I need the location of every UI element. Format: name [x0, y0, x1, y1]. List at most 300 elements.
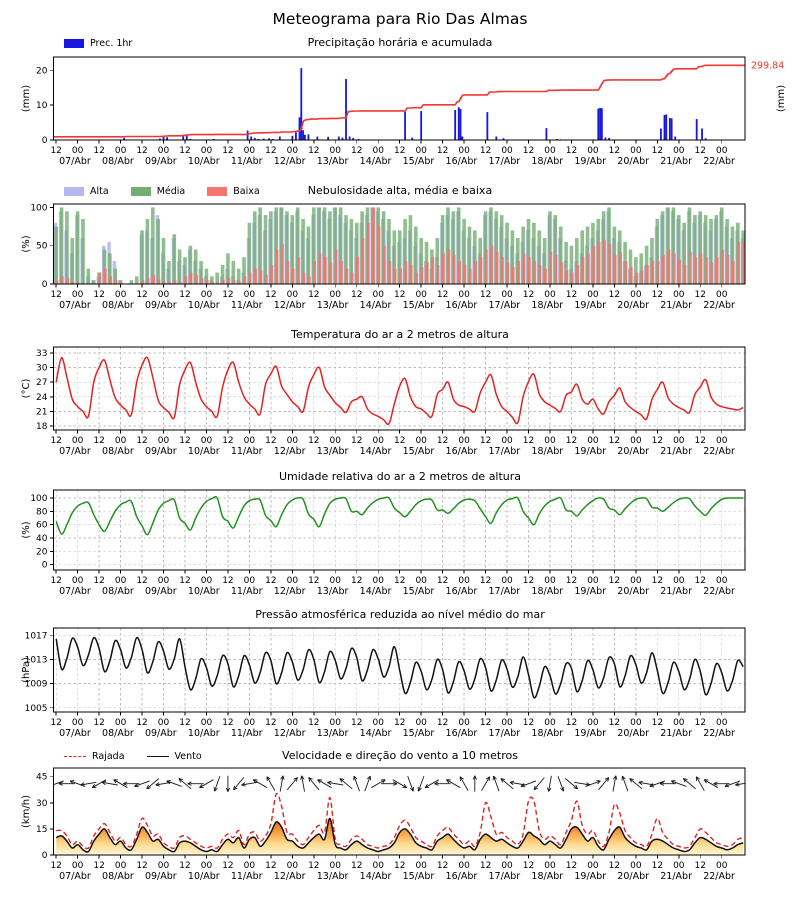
- svg-text:12: 12: [351, 290, 363, 300]
- svg-text:10: 10: [36, 101, 48, 112]
- svg-text:00: 00: [243, 576, 256, 586]
- svg-text:12: 12: [50, 576, 62, 586]
- svg-text:00: 00: [372, 290, 384, 300]
- svg-text:00: 00: [200, 436, 213, 446]
- svg-text:00: 00: [200, 146, 213, 156]
- svg-text:14/Abr: 14/Abr: [359, 586, 392, 597]
- svg-text:00: 00: [587, 718, 599, 728]
- svg-text:08/Abr: 08/Abr: [102, 300, 134, 311]
- svg-text:12: 12: [565, 576, 578, 586]
- svg-text:299.84: 299.84: [751, 60, 785, 72]
- svg-text:12: 12: [136, 576, 148, 586]
- svg-text:00: 00: [587, 861, 599, 871]
- series-prec-1hr: [123, 68, 706, 140]
- svg-text:10/Abr: 10/Abr: [187, 156, 220, 167]
- svg-text:12: 12: [651, 436, 664, 446]
- clouds-series: [54, 207, 746, 284]
- svg-text:00: 00: [544, 861, 556, 871]
- svg-text:19/Abr: 19/Abr: [574, 871, 607, 882]
- svg-text:12: 12: [393, 290, 406, 300]
- pressure-chart: [21, 628, 745, 739]
- svg-text:07/Abr: 07/Abr: [59, 300, 91, 311]
- svg-text:19/Abr: 19/Abr: [574, 586, 607, 597]
- svg-text:16/Abr: 16/Abr: [445, 586, 478, 597]
- svg-text:12: 12: [222, 146, 234, 156]
- svg-text:0: 0: [41, 560, 48, 571]
- svg-text:17/Abr: 17/Abr: [488, 156, 521, 167]
- svg-text:00: 00: [415, 576, 427, 586]
- svg-text:00: 00: [458, 146, 470, 156]
- humidity-chart: [21, 490, 745, 597]
- svg-text:00: 00: [501, 861, 513, 871]
- series-accumulated: [54, 65, 746, 137]
- svg-text:12: 12: [565, 861, 578, 871]
- svg-text:1009: 1009: [24, 679, 48, 690]
- svg-text:00: 00: [286, 718, 299, 728]
- svg-text:1005: 1005: [24, 703, 48, 714]
- svg-text:12: 12: [136, 290, 148, 300]
- svg-text:40: 40: [36, 534, 48, 544]
- svg-text:12: 12: [694, 146, 706, 156]
- svg-text:00: 00: [544, 146, 556, 156]
- svg-text:22/Abr: 22/Abr: [703, 728, 735, 739]
- svg-text:11/Abr: 11/Abr: [230, 871, 263, 882]
- svg-text:12: 12: [136, 718, 148, 728]
- svg-text:00: 00: [372, 718, 384, 728]
- svg-text:30: 30: [36, 798, 48, 809]
- svg-text:00: 00: [114, 436, 127, 446]
- svg-text:15/Abr: 15/Abr: [402, 728, 435, 739]
- svg-text:00: 00: [286, 576, 299, 586]
- svg-text:12: 12: [436, 861, 449, 871]
- svg-text:00: 00: [501, 146, 513, 156]
- svg-text:12: 12: [436, 576, 449, 586]
- svg-text:12: 12: [479, 576, 492, 586]
- svg-text:12/Abr: 12/Abr: [273, 586, 306, 597]
- svg-text:10/Abr: 10/Abr: [187, 728, 220, 739]
- alta-label: Alta: [90, 186, 109, 197]
- svg-text:00: 00: [71, 718, 84, 728]
- svg-text:12: 12: [651, 861, 664, 871]
- svg-text:17/Abr: 17/Abr: [488, 586, 521, 597]
- svg-text:12/Abr: 12/Abr: [273, 156, 306, 167]
- rajada-label: Rajada: [92, 751, 125, 762]
- svg-text:00: 00: [458, 436, 470, 446]
- svg-text:00: 00: [286, 146, 299, 156]
- svg-text:15/Abr: 15/Abr: [402, 300, 435, 311]
- svg-text:00: 00: [329, 576, 342, 586]
- svg-text:11/Abr: 11/Abr: [230, 300, 263, 311]
- svg-text:12/Abr: 12/Abr: [273, 728, 306, 739]
- svg-text:12: 12: [50, 290, 62, 300]
- svg-text:13/Abr: 13/Abr: [316, 156, 349, 167]
- svg-text:17/Abr: 17/Abr: [488, 300, 521, 311]
- svg-text:14/Abr: 14/Abr: [359, 156, 392, 167]
- svg-text:12: 12: [479, 861, 492, 871]
- svg-text:12: 12: [222, 861, 234, 871]
- svg-text:100: 100: [30, 203, 48, 214]
- svg-text:12: 12: [265, 290, 277, 300]
- svg-text:12: 12: [608, 290, 621, 300]
- svg-text:12: 12: [351, 146, 363, 156]
- svg-text:12: 12: [136, 146, 148, 156]
- svg-text:(mm): (mm): [21, 84, 32, 113]
- svg-text:00: 00: [243, 290, 256, 300]
- svg-text:12: 12: [522, 718, 535, 728]
- precip-axes: [21, 66, 735, 167]
- svg-text:00: 00: [544, 576, 556, 586]
- svg-text:22/Abr: 22/Abr: [703, 446, 735, 457]
- svg-text:60: 60: [36, 520, 48, 531]
- svg-text:07/Abr: 07/Abr: [59, 871, 91, 882]
- svg-text:12: 12: [479, 146, 492, 156]
- svg-text:21/Abr: 21/Abr: [660, 871, 692, 882]
- svg-text:20/Abr: 20/Abr: [617, 300, 650, 311]
- svg-text:12: 12: [308, 436, 320, 446]
- vento-label: Vento: [174, 751, 202, 762]
- svg-text:12: 12: [308, 290, 320, 300]
- svg-text:00: 00: [716, 576, 728, 586]
- svg-text:12: 12: [50, 718, 62, 728]
- svg-text:12: 12: [479, 436, 492, 446]
- svg-text:12: 12: [608, 436, 621, 446]
- svg-text:18/Abr: 18/Abr: [531, 300, 564, 311]
- svg-text:00: 00: [501, 718, 513, 728]
- svg-text:12: 12: [608, 861, 621, 871]
- svg-text:(%): (%): [21, 521, 32, 539]
- svg-text:12: 12: [651, 290, 664, 300]
- svg-text:00: 00: [630, 576, 642, 586]
- svg-text:00: 00: [200, 718, 213, 728]
- svg-text:00: 00: [372, 576, 384, 586]
- svg-text:11/Abr: 11/Abr: [230, 586, 263, 597]
- svg-text:15/Abr: 15/Abr: [402, 586, 435, 597]
- svg-text:00: 00: [200, 576, 213, 586]
- svg-text:16/Abr: 16/Abr: [445, 300, 478, 311]
- svg-text:00: 00: [630, 290, 642, 300]
- svg-text:00: 00: [329, 290, 342, 300]
- svg-text:14/Abr: 14/Abr: [359, 446, 392, 457]
- svg-text:12: 12: [694, 718, 706, 728]
- svg-text:09/Abr: 09/Abr: [144, 728, 177, 739]
- svg-text:22/Abr: 22/Abr: [703, 586, 735, 597]
- svg-text:13/Abr: 13/Abr: [316, 728, 349, 739]
- svg-text:09/Abr: 09/Abr: [144, 156, 177, 167]
- svg-text:12: 12: [222, 290, 234, 300]
- svg-text:12: 12: [265, 146, 277, 156]
- svg-text:12: 12: [179, 146, 191, 156]
- humidity-gridlines: [54, 490, 746, 570]
- svg-text:12: 12: [93, 861, 105, 871]
- svg-text:00: 00: [716, 146, 728, 156]
- clouds-title: Nebulosidade alta, média e baixa: [307, 184, 493, 197]
- svg-text:12: 12: [694, 861, 706, 871]
- precip-right-axis: [751, 60, 787, 112]
- svg-text:12: 12: [694, 290, 706, 300]
- svg-text:(km/h): (km/h): [21, 794, 32, 829]
- svg-text:00: 00: [157, 146, 170, 156]
- svg-text:09/Abr: 09/Abr: [144, 300, 177, 311]
- svg-text:00: 00: [587, 436, 599, 446]
- wind-direction-arrows: [49, 776, 751, 792]
- svg-text:00: 00: [630, 146, 642, 156]
- svg-text:0: 0: [41, 280, 48, 290]
- svg-text:12: 12: [265, 576, 277, 586]
- temperature-title: Temperatura do ar a 2 metros de altura: [291, 328, 509, 341]
- svg-text:08/Abr: 08/Abr: [102, 871, 134, 882]
- svg-text:12: 12: [136, 861, 148, 871]
- svg-text:20/Abr: 20/Abr: [617, 728, 650, 739]
- svg-text:16/Abr: 16/Abr: [445, 446, 478, 457]
- svg-text:1017: 1017: [24, 631, 48, 642]
- svg-text:00: 00: [630, 718, 642, 728]
- svg-text:100: 100: [30, 494, 48, 504]
- svg-text:18/Abr: 18/Abr: [531, 586, 564, 597]
- svg-text:00: 00: [587, 576, 599, 586]
- svg-text:00: 00: [716, 718, 728, 728]
- svg-text:12: 12: [694, 436, 706, 446]
- svg-text:12: 12: [93, 290, 105, 300]
- svg-text:16/Abr: 16/Abr: [445, 871, 478, 882]
- svg-text:0: 0: [41, 851, 48, 861]
- svg-text:00: 00: [673, 290, 685, 300]
- svg-text:12: 12: [179, 861, 191, 871]
- svg-text:19/Abr: 19/Abr: [574, 446, 607, 457]
- svg-text:09/Abr: 09/Abr: [144, 586, 177, 597]
- svg-text:12/Abr: 12/Abr: [273, 300, 306, 311]
- svg-text:15: 15: [36, 824, 48, 835]
- svg-text:00: 00: [157, 718, 170, 728]
- svg-text:13/Abr: 13/Abr: [316, 300, 349, 311]
- svg-text:08/Abr: 08/Abr: [102, 586, 134, 597]
- svg-text:00: 00: [673, 146, 685, 156]
- svg-text:00: 00: [673, 861, 685, 871]
- svg-text:12: 12: [351, 576, 363, 586]
- svg-text:20: 20: [36, 547, 48, 558]
- svg-text:21/Abr: 21/Abr: [660, 728, 692, 739]
- svg-text:00: 00: [243, 436, 256, 446]
- svg-text:00: 00: [415, 146, 427, 156]
- svg-text:10/Abr: 10/Abr: [187, 446, 220, 457]
- svg-text:12: 12: [436, 718, 449, 728]
- svg-text:00: 00: [544, 718, 556, 728]
- svg-text:12: 12: [308, 576, 320, 586]
- svg-text:15/Abr: 15/Abr: [402, 156, 435, 167]
- svg-text:20/Abr: 20/Abr: [617, 156, 650, 167]
- svg-text:09/Abr: 09/Abr: [144, 446, 177, 457]
- svg-text:(mm): (mm): [776, 84, 787, 113]
- svg-text:00: 00: [329, 861, 342, 871]
- svg-text:21/Abr: 21/Abr: [660, 300, 692, 311]
- svg-text:(%): (%): [21, 235, 32, 253]
- svg-text:12: 12: [608, 718, 621, 728]
- svg-text:16/Abr: 16/Abr: [445, 728, 478, 739]
- svg-text:12: 12: [93, 146, 105, 156]
- svg-text:12: 12: [651, 576, 664, 586]
- wind-chart: [21, 768, 751, 882]
- svg-text:12: 12: [222, 576, 234, 586]
- svg-text:12: 12: [565, 436, 578, 446]
- svg-text:00: 00: [673, 718, 685, 728]
- svg-text:00: 00: [716, 436, 728, 446]
- svg-text:12: 12: [93, 576, 105, 586]
- svg-text:12: 12: [50, 436, 62, 446]
- svg-text:07/Abr: 07/Abr: [59, 156, 91, 167]
- svg-text:00: 00: [114, 718, 127, 728]
- svg-text:00: 00: [587, 290, 599, 300]
- svg-text:18/Abr: 18/Abr: [531, 871, 564, 882]
- svg-text:00: 00: [71, 146, 84, 156]
- svg-text:20/Abr: 20/Abr: [617, 586, 650, 597]
- svg-text:10/Abr: 10/Abr: [187, 871, 220, 882]
- svg-text:12: 12: [436, 290, 449, 300]
- svg-text:00: 00: [157, 290, 170, 300]
- svg-text:12: 12: [222, 436, 234, 446]
- svg-text:18/Abr: 18/Abr: [531, 156, 564, 167]
- svg-text:12: 12: [308, 146, 320, 156]
- svg-text:12: 12: [222, 718, 234, 728]
- svg-text:12: 12: [179, 718, 191, 728]
- svg-text:12: 12: [93, 718, 105, 728]
- svg-text:00: 00: [157, 436, 170, 446]
- svg-text:12: 12: [694, 576, 706, 586]
- svg-text:12: 12: [522, 436, 535, 446]
- svg-text:19/Abr: 19/Abr: [574, 728, 607, 739]
- svg-text:00: 00: [544, 436, 556, 446]
- svg-text:12: 12: [50, 146, 62, 156]
- svg-text:00: 00: [587, 146, 599, 156]
- svg-text:08/Abr: 08/Abr: [102, 446, 134, 457]
- svg-text:12: 12: [393, 436, 406, 446]
- svg-text:17/Abr: 17/Abr: [488, 728, 521, 739]
- svg-text:12: 12: [479, 290, 492, 300]
- svg-text:12: 12: [179, 436, 191, 446]
- svg-text:19/Abr: 19/Abr: [574, 300, 607, 311]
- precip-chart: [21, 57, 787, 167]
- svg-text:12: 12: [265, 718, 277, 728]
- svg-text:12: 12: [522, 290, 535, 300]
- svg-text:00: 00: [673, 436, 685, 446]
- svg-text:00: 00: [630, 861, 642, 871]
- svg-text:00: 00: [544, 290, 556, 300]
- svg-text:00: 00: [501, 290, 513, 300]
- svg-text:00: 00: [71, 576, 84, 586]
- svg-text:17/Abr: 17/Abr: [488, 446, 521, 457]
- svg-text:12: 12: [436, 146, 449, 156]
- svg-text:19/Abr: 19/Abr: [574, 156, 607, 167]
- svg-text:07/Abr: 07/Abr: [59, 446, 91, 457]
- svg-text:00: 00: [630, 436, 642, 446]
- svg-text:12: 12: [393, 576, 406, 586]
- svg-text:09/Abr: 09/Abr: [144, 871, 177, 882]
- svg-text:07/Abr: 07/Abr: [59, 728, 91, 739]
- svg-text:00: 00: [114, 576, 127, 586]
- pressure-title: Pressão atmosférica reduzida ao nível médio do mar: [255, 608, 545, 621]
- svg-text:00: 00: [329, 436, 342, 446]
- svg-text:18/Abr: 18/Abr: [531, 728, 564, 739]
- precip-title: Precipitação horária e acumulada: [307, 36, 493, 49]
- svg-text:00: 00: [458, 861, 470, 871]
- svg-text:00: 00: [716, 290, 728, 300]
- svg-text:12: 12: [565, 290, 578, 300]
- svg-text:16/Abr: 16/Abr: [445, 156, 478, 167]
- svg-text:27: 27: [36, 378, 48, 389]
- svg-text:12: 12: [179, 576, 191, 586]
- svg-text:20: 20: [36, 66, 48, 77]
- svg-text:12: 12: [608, 576, 621, 586]
- svg-text:21: 21: [36, 407, 48, 418]
- svg-text:18: 18: [36, 422, 48, 433]
- svg-text:17/Abr: 17/Abr: [488, 871, 521, 882]
- svg-text:24: 24: [36, 392, 48, 403]
- temperature-chart: [21, 347, 745, 457]
- svg-text:12: 12: [565, 146, 578, 156]
- svg-text:12: 12: [93, 436, 105, 446]
- svg-text:00: 00: [71, 436, 84, 446]
- svg-text:00: 00: [243, 718, 256, 728]
- svg-text:33: 33: [36, 348, 48, 359]
- svg-text:12: 12: [393, 718, 406, 728]
- svg-text:14/Abr: 14/Abr: [359, 728, 392, 739]
- svg-text:00: 00: [114, 861, 127, 871]
- prec1hr-label: Prec. 1hr: [90, 38, 133, 49]
- svg-text:18/Abr: 18/Abr: [531, 446, 564, 457]
- svg-text:(hPa): (hPa): [21, 657, 32, 683]
- svg-text:07/Abr: 07/Abr: [59, 586, 91, 597]
- svg-text:12: 12: [436, 436, 449, 446]
- svg-text:12: 12: [565, 718, 578, 728]
- svg-text:00: 00: [372, 146, 384, 156]
- clouds-chart: [21, 203, 745, 311]
- svg-text:00: 00: [286, 861, 299, 871]
- svg-text:13/Abr: 13/Abr: [316, 586, 349, 597]
- svg-text:08/Abr: 08/Abr: [102, 728, 134, 739]
- svg-text:21/Abr: 21/Abr: [660, 446, 692, 457]
- svg-text:(°C): (°C): [21, 378, 32, 399]
- svg-text:12: 12: [608, 146, 621, 156]
- svg-text:00: 00: [286, 290, 299, 300]
- svg-text:00: 00: [372, 436, 384, 446]
- svg-text:1013: 1013: [24, 655, 48, 666]
- svg-text:12: 12: [351, 861, 363, 871]
- svg-text:00: 00: [415, 436, 427, 446]
- svg-text:00: 00: [114, 290, 127, 300]
- svg-text:00: 00: [372, 861, 384, 871]
- wind-axes: [21, 773, 735, 882]
- svg-text:00: 00: [415, 290, 427, 300]
- svg-text:11/Abr: 11/Abr: [230, 446, 263, 457]
- svg-text:08/Abr: 08/Abr: [102, 156, 134, 167]
- svg-text:21/Abr: 21/Abr: [660, 156, 692, 167]
- wind-area-fill: [56, 818, 743, 855]
- svg-text:45: 45: [36, 772, 48, 783]
- humidity-title: Umidade relativa do ar a 2 metros de altura: [278, 470, 522, 483]
- baixa-label: Baixa: [233, 186, 260, 197]
- svg-text:12/Abr: 12/Abr: [273, 871, 306, 882]
- svg-text:12: 12: [479, 718, 492, 728]
- svg-text:20/Abr: 20/Abr: [617, 871, 650, 882]
- svg-text:12: 12: [393, 146, 406, 156]
- wind-title: Velocidade e direção do vento a 10 metros: [282, 749, 518, 762]
- svg-text:00: 00: [458, 576, 470, 586]
- svg-text:22/Abr: 22/Abr: [703, 300, 735, 311]
- svg-text:00: 00: [243, 861, 256, 871]
- svg-text:00: 00: [329, 718, 342, 728]
- svg-text:21/Abr: 21/Abr: [660, 586, 692, 597]
- svg-text:14/Abr: 14/Abr: [359, 871, 392, 882]
- svg-text:00: 00: [71, 861, 84, 871]
- svg-text:0: 0: [41, 136, 48, 146]
